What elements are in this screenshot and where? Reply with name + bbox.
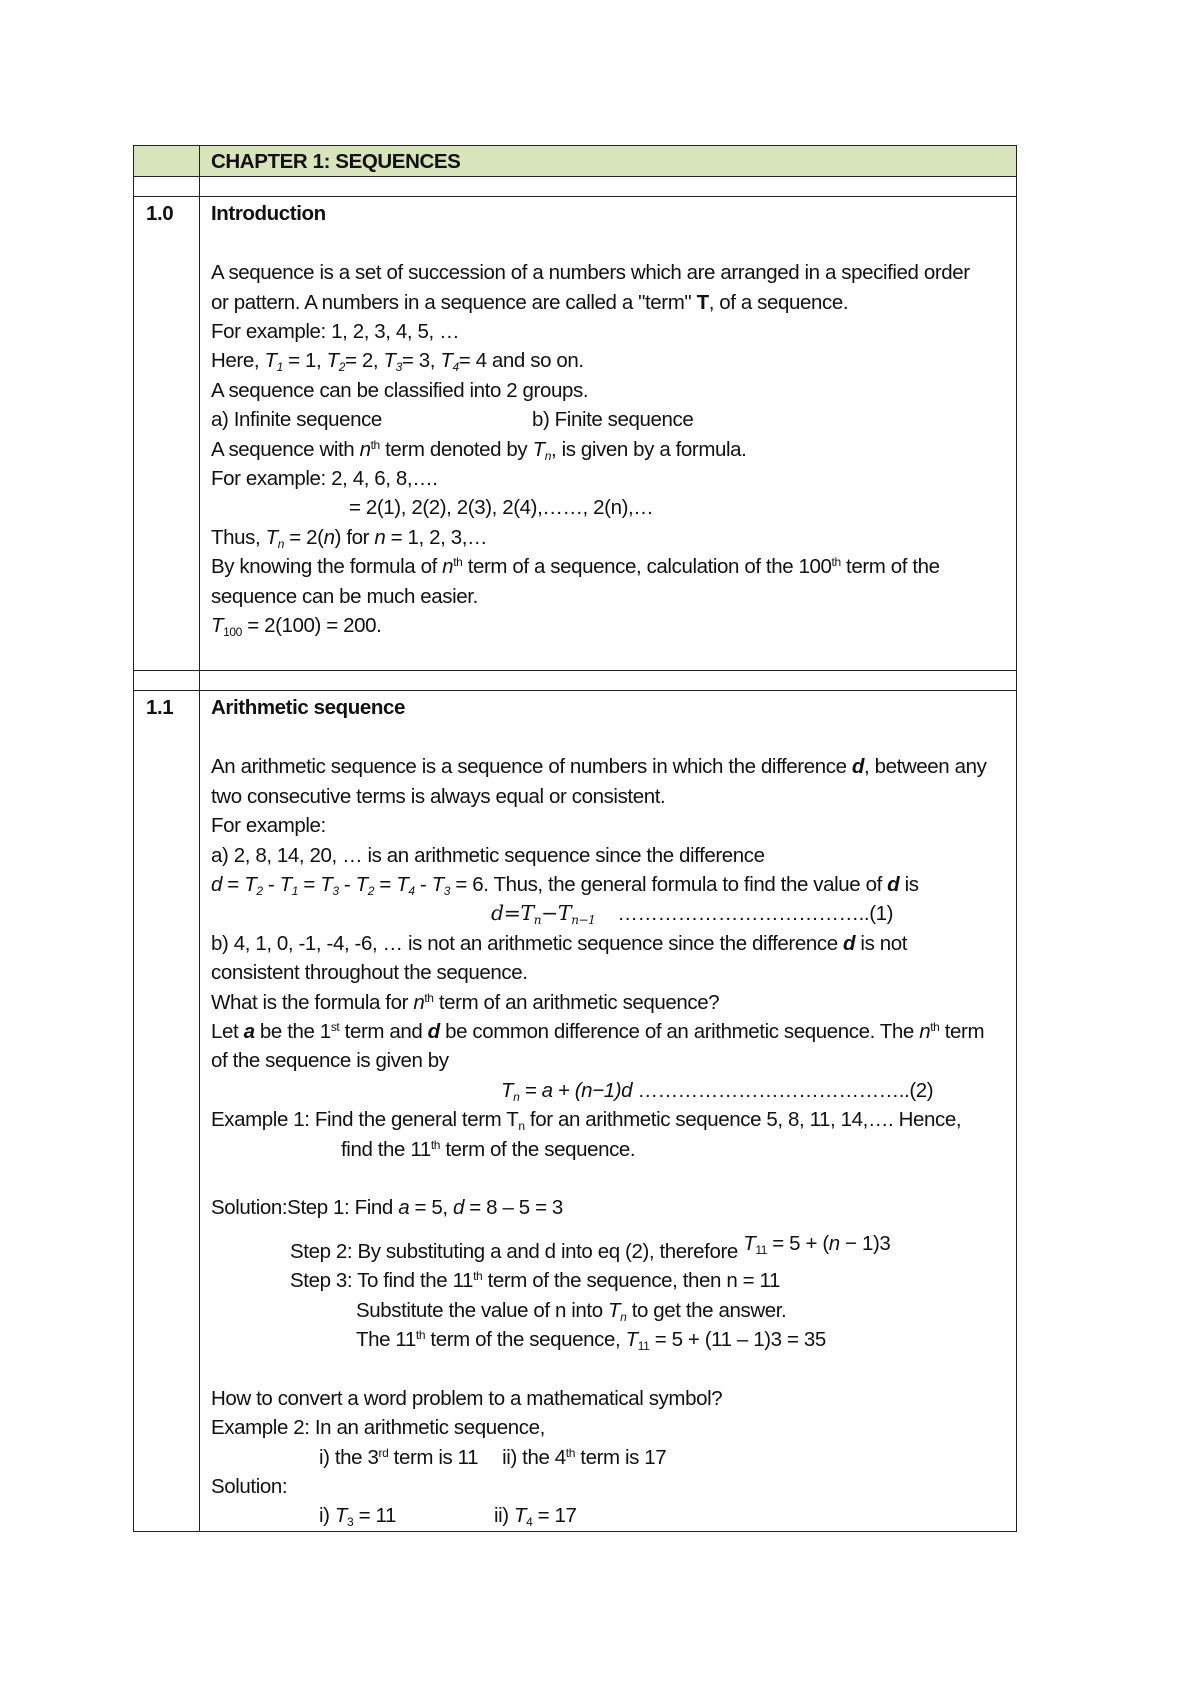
question-line: How to convert a word problem to a mathematical symbol?: [211, 1386, 723, 1410]
paragraph-line: A sequence can be classified into 2 groups.: [211, 378, 589, 402]
option-a: a) Infinite sequence: [211, 408, 382, 432]
solution-step-3: Step 3: To find the 11th term of the sequence, then n = 11: [290, 1269, 780, 1293]
example-equation: = 2(1), 2(2), 2(3), 2(4),……, 2(n),…: [349, 496, 654, 520]
solution-substitute: Substitute the value of n into $T_n$ to get the answer.: [356, 1298, 787, 1324]
section-body: [200, 691, 1017, 1531]
equation-2: $T_n = a + (n-1)d$ …………………………………..(2): [501, 1078, 934, 1104]
section-heading: Introduction: [211, 202, 326, 226]
options-line: [211, 405, 1010, 434]
example-line: For example: 1, 2, 3, 4, 5, …: [211, 320, 460, 344]
section-number: 1.0: [134, 197, 200, 671]
chapter-title-row: [134, 146, 1017, 177]
solution-step-1: Solution:Step 1: Find a = 5, d = 8 – 5 = 3: [211, 1196, 563, 1220]
example-1-line: Example 1: Find the general term $T_n$ for an arithmetic sequence 5, 8, 11, 14,…. Hence,: [211, 1108, 962, 1134]
section-heading: Arithmetic sequence: [211, 696, 406, 720]
terms-line: Here, $T_1 = 1$, $T_2= 2$, $T_3= 3$, $T_4= 4$ and so on.: [211, 349, 584, 375]
paragraph-line: For example:: [211, 814, 326, 838]
formula-line: Thus, $T_n = 2(n)$ for n = 1, 2, 3,…: [211, 525, 488, 551]
paragraph-line: sequence can be much easier.: [211, 584, 478, 608]
difference-line: $d = T_2 - T_1 = T_3 - T_2 = T_4 - T_3 = 6$. Thus, the general formula to find the value of d is: [211, 872, 919, 898]
paragraph-line: Let a be the 1st term and d be common difference of an arithmetic sequence. The $n^{th}$ term: [211, 1019, 985, 1043]
section-1-1: [134, 691, 1017, 1531]
solution-label: Solution:: [211, 1475, 288, 1498]
paragraph-line: consistent throughout the sequence.: [211, 961, 528, 985]
chapter-title: CHAPTER 1: SEQUENCES: [200, 146, 1017, 177]
example-line: b) 4, 1, 0, -1, -4, -6, … is not an arithmetic sequence since the difference d is not: [211, 931, 908, 955]
equation-1: $d=T_n-T_{n-1}$ ………………………………..(1): [491, 901, 894, 928]
example-2-parts: i) the 3rd term is 11 ii) the 4th term is 17: [319, 1445, 667, 1469]
title-number-cell: [134, 146, 200, 177]
example-line: a) 2, 8, 14, 20, … is an arithmetic sequence since the difference: [211, 843, 765, 867]
solution-answer: The 11th term of the sequence, $T_{11} = 5 + (11 - 1)3 = 35$: [356, 1327, 826, 1353]
paragraph-line: An arithmetic sequence is a sequence of numbers in which the difference d, between any: [211, 755, 987, 779]
spacer-row: [134, 177, 1017, 197]
solution-step-2: Step 2: By substituting a and d into eq (2), therefore $T_{11} = 5 + (n - 1)3$: [290, 1231, 891, 1263]
question-line: What is the formula for $n^{th}$ term of an arithmetic sequence?: [211, 990, 720, 1014]
paragraph-line: A sequence with $n^{th}$ term denoted by $T_n$, is given by a formula.: [211, 437, 747, 463]
paragraph-line: of the sequence is given by: [211, 1049, 449, 1073]
example-2-line: Example 2: In an arithmetic sequence,: [211, 1416, 545, 1440]
chapter-table: [133, 145, 1017, 1532]
example-2-solution: i) $T_3 = 11$ ii) $T_4 = 17$: [319, 1504, 577, 1530]
example-1-line: find the 11th term of the sequence.: [341, 1137, 636, 1161]
example-line: For example: 2, 4, 6, 8,….: [211, 467, 438, 491]
spacer-row: [134, 671, 1017, 691]
option-b: b) Finite sequence: [531, 408, 694, 432]
paragraph-line: two consecutive terms is always equal or consistent.: [211, 784, 666, 808]
section-body: [200, 197, 1017, 671]
section-number: 1.1: [134, 691, 200, 1531]
paragraph-line: A sequence is a set of succession of a numbers which are arranged in a specified order: [211, 261, 970, 285]
formula-line: $T_{100} = 2(100) = 200$.: [211, 614, 382, 640]
paragraph-line: By knowing the formula of $n^{th}$ term of a sequence, calculation of the 100th term of the: [211, 555, 940, 579]
paragraph-line: or pattern. A numbers in a sequence are called a "term" T, of a sequence.: [211, 290, 849, 314]
section-1-0: [134, 197, 1017, 671]
